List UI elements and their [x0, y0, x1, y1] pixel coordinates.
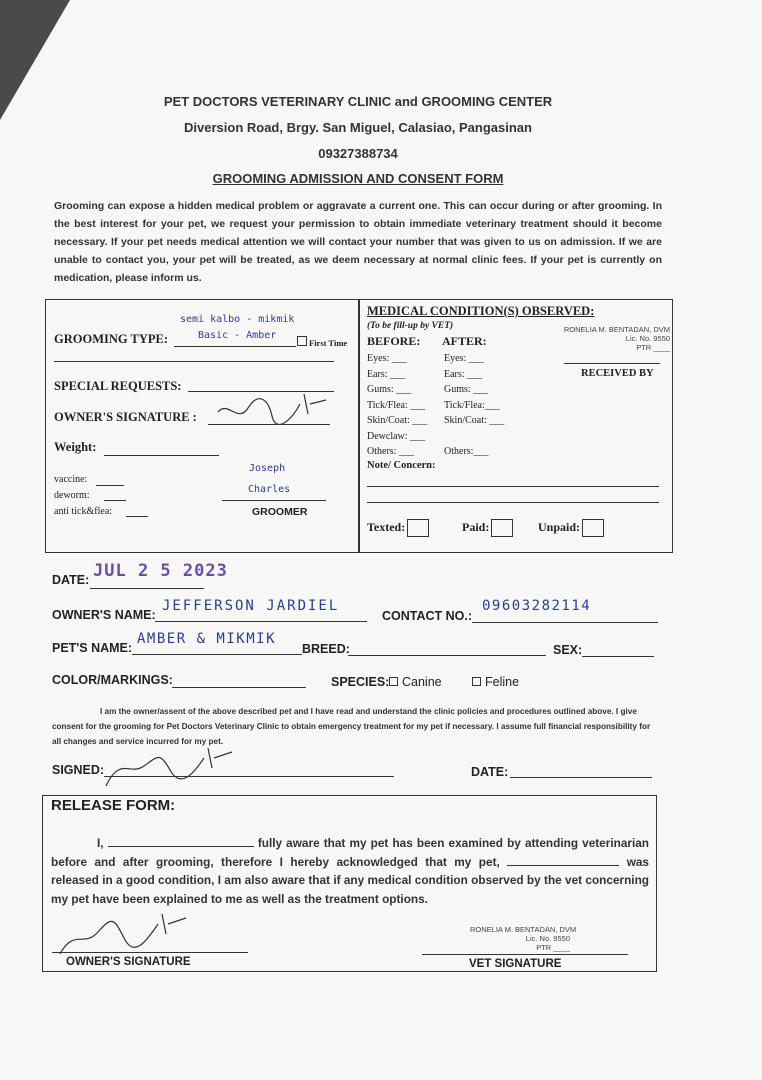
species-feline-option[interactable] [472, 675, 519, 689]
grooming-type-label: GROOMING TYPE: [54, 332, 169, 346]
before-item[interactable]: Eyes: ___ [367, 353, 407, 364]
species-canine-option[interactable] [389, 675, 442, 689]
contact-value: 09603282114 [482, 598, 592, 614]
deworm-label: deworm: [54, 490, 90, 501]
grooming-type-line-2 [54, 361, 334, 362]
intro-paragraph: Grooming can expose a hidden medical problem or aggravate a current one. This can occur during or after grooming. In the best interest for your pet, we request your permission to obtain immediate veterinary treatment should it become necessary. If your pet needs medical attention we will contact your number that was given to us on admission. If we are unable to contact you, your pet will be treated, as we deem necessary at normal clinic fees. If your pet is currently on medication, please inform us. [54, 200, 662, 284]
release-text-2: fully aware that my pet has been examined by attending veterinarian before and after grooming, therefore I hereby acknowledged that my pet, [51, 836, 650, 869]
signed-label: SIGNED: [52, 763, 105, 777]
release-stamp-ptr: PTR ____ [536, 943, 570, 952]
after-item[interactable]: Ears: ___ [444, 368, 483, 380]
before-list [367, 351, 427, 460]
vet-stamp-name: RONELIA M. BENTADAN, DVM [563, 325, 670, 334]
pet-name-label: PET'S NAME: [52, 641, 133, 655]
after-label: AFTER: [442, 334, 487, 348]
sex-line[interactable] [582, 656, 654, 657]
feline-label: Feline [485, 675, 520, 689]
owner-signature-scribble [210, 390, 330, 430]
special-requests-label: SPECIAL REQUESTS: [54, 379, 182, 393]
weight-label: Weight: [54, 440, 97, 454]
groomer-line [222, 500, 326, 501]
release-paragraph [51, 834, 649, 908]
form-title: GROOMING ADMISSION AND CONSENT FORM [212, 171, 504, 186]
texted-field [367, 519, 429, 537]
contact-line[interactable] [472, 622, 658, 623]
owner-name-line[interactable] [155, 621, 367, 622]
before-item[interactable]: Ears: ___ [367, 368, 406, 380]
owner-signature-release-label: OWNER'S SIGNATURE [66, 956, 191, 968]
before-label: BEFORE: [367, 334, 421, 348]
clinic-name: PET DOCTORS VETERINARY CLINIC and GROOMING CENTER [163, 94, 553, 109]
contact-label: CONTACT NO.: [382, 609, 473, 623]
after-item[interactable] [444, 429, 504, 445]
vaccine-label: vaccine: [54, 474, 88, 485]
clinic-phone: 09327388734 [318, 146, 398, 161]
owner-name-value: JEFFERSON JARDIEL [162, 598, 340, 614]
anti-tick-line[interactable] [126, 516, 148, 517]
first-time-label: First Time [309, 338, 348, 348]
paid-checkbox[interactable] [491, 519, 513, 537]
deworm-line[interactable] [104, 500, 126, 501]
vet-stamp-lic: Lic. No. 9550 [625, 334, 670, 343]
species-label: SPECIES: [331, 675, 390, 689]
vet-stamp-top [560, 325, 670, 352]
before-item[interactable]: Gums: ___ [367, 384, 412, 395]
date-line[interactable] [90, 588, 204, 589]
signed-signature-scribble [100, 746, 240, 792]
owner-signature-release-line[interactable] [52, 952, 248, 953]
signed-date-line[interactable] [510, 777, 652, 778]
vet-signature-label: VET SIGNATURE [469, 958, 562, 970]
release-stamp-lic: Lic. No. 9550 [525, 934, 570, 943]
owner-signature-label: OWNER'S SIGNATURE : [54, 410, 197, 424]
note-line-2[interactable] [367, 502, 659, 503]
date-label: DATE: [52, 573, 90, 587]
medical-title: MEDICAL CONDITION(S) OBSERVED: [367, 304, 595, 318]
weight-line[interactable] [104, 455, 219, 456]
before-item[interactable]: Tick/Flea: ___ [367, 399, 426, 411]
vet-stamp-ptr: PTR ____ [636, 343, 670, 352]
release-signature-scribble [52, 910, 192, 958]
signed-date-label: DATE: [471, 765, 509, 779]
release-text-3: was released in a good condition, I am also aware that if any medical condition observed by the vet concerning my pet have been explained to me as well as the treatment options. [51, 854, 649, 906]
before-item[interactable]: Skin/Coat: ___ [367, 415, 428, 426]
clinic-address: Diversion Road, Brgy. San Miguel, Calasiao, Pangasinan [184, 120, 532, 135]
first-time-checkbox[interactable] [297, 336, 307, 346]
groomer-name-line2: Charles [248, 484, 291, 495]
unpaid-field [538, 519, 604, 537]
after-item[interactable]: Skin/Coat: ___ [444, 415, 505, 426]
after-item[interactable]: Tick/Flea:___ [444, 399, 500, 411]
paid-label: Paid: [462, 519, 490, 534]
vaccine-line[interactable] [96, 485, 124, 486]
release-stamp-name: RONELIA M. BENTADAN, DVM [470, 925, 577, 934]
canine-label: Canine [402, 675, 442, 689]
texted-label: Texted: [367, 519, 406, 534]
breed-line[interactable] [348, 655, 546, 656]
release-title: RELEASE FORM: [51, 797, 176, 814]
groomer-name-line1: Joseph [249, 463, 286, 474]
grooming-type-value: Basic - Amber [198, 330, 277, 341]
color-markings-label: COLOR/MARKINGS: [52, 673, 173, 687]
texted-checkbox[interactable] [407, 519, 429, 537]
consent-paragraph: I am the owner/assent of the above described pet and I have read and understand the clinic policies and procedures outlined above. I give consent for the grooming for Pet Doctors Veterinary Clinic to obtain emergency treatment for my pet if necessary. I assume full financial responsibility for all changes and service incurred for my pet. [52, 707, 651, 746]
release-vet-stamp [470, 925, 577, 952]
color-markings-line[interactable] [172, 687, 306, 688]
pet-name-value: AMBER & MIKMIK [137, 631, 277, 647]
after-item[interactable]: Gums: ___ [444, 384, 489, 395]
unpaid-checkbox[interactable] [582, 519, 604, 537]
pet-name-line[interactable] [132, 654, 302, 655]
note-line-1[interactable] [367, 486, 659, 487]
before-item[interactable]: Others: ___ [367, 446, 414, 457]
release-pet-name-blank[interactable] [507, 855, 619, 866]
before-item[interactable]: Dewclaw: ___ [367, 430, 426, 442]
after-list [444, 351, 504, 460]
grooming-type-handwritten-top: semi kalbo - mikmik [180, 314, 295, 325]
groomer-label: GROOMER [252, 506, 308, 518]
feline-checkbox[interactable] [472, 677, 481, 686]
grooming-type-line [174, 346, 296, 347]
received-by-label: RECEIVED BY [581, 368, 654, 379]
after-item[interactable]: Others:___ [444, 446, 489, 457]
received-by-line [564, 363, 660, 364]
anti-tick-label: anti tick&flea: [54, 506, 113, 517]
canine-checkbox[interactable] [389, 677, 398, 686]
medical-subtitle: (To be fill-up by VET) [367, 321, 454, 331]
unpaid-label: Unpaid: [538, 519, 581, 534]
release-text-i: I, [97, 836, 104, 850]
owner-name-label: OWNER'S NAME: [52, 608, 156, 622]
breed-label: BREED: [302, 642, 350, 656]
vet-signature-line[interactable] [422, 954, 628, 955]
after-item[interactable]: Eyes: ___ [444, 353, 484, 364]
date-stamp-value: JUL 2 5 2023 [93, 561, 228, 581]
paid-field [462, 519, 513, 537]
sex-label: SEX: [553, 643, 583, 657]
note-concern-label: Note/ Concern: [367, 460, 436, 471]
release-owner-name-blank[interactable] [108, 836, 254, 847]
